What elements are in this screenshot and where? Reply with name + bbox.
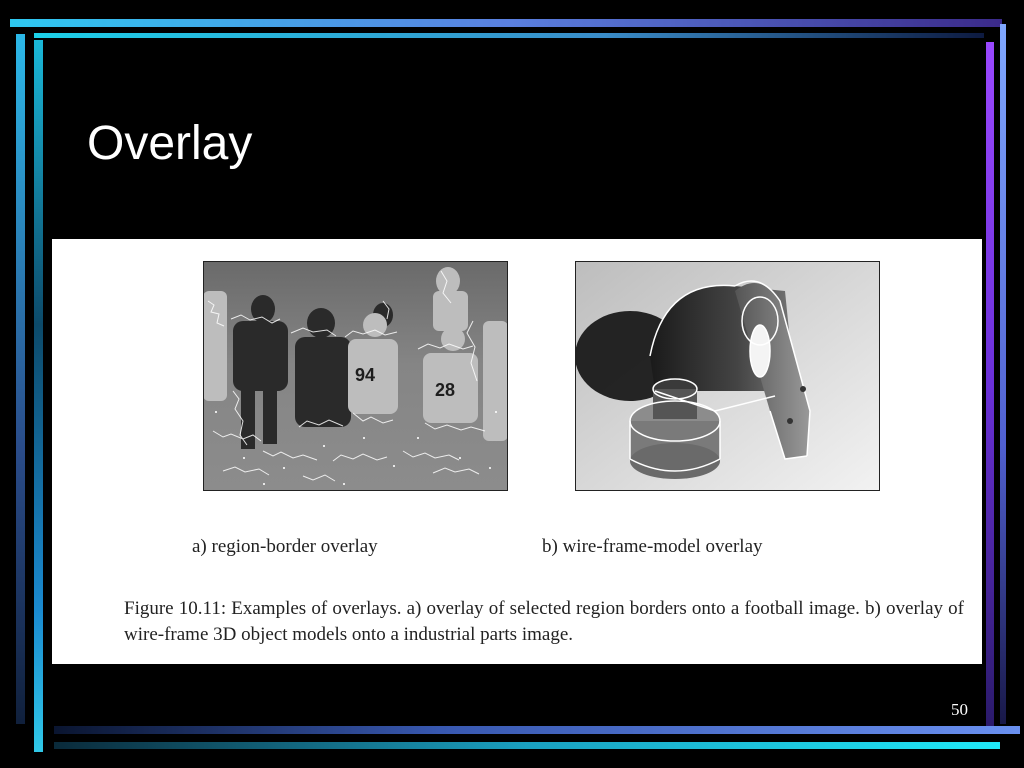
svg-text:94: 94 — [355, 365, 376, 385]
wire-frame-overlay-image — [575, 261, 880, 491]
figure-panel — [52, 239, 982, 664]
figure-caption: Figure 10.11: Examples of overlays. a) overlay of selected region borders onto a football image. b) overlay of wire-frame 3D object models onto a industrial parts image. — [124, 598, 964, 645]
top-frame-bar — [10, 19, 1002, 27]
bottom-frame-bar — [54, 726, 1020, 734]
left-frame-bar-inner — [34, 40, 43, 752]
left-frame-bar — [16, 34, 25, 724]
page-number: 50 — [951, 700, 968, 719]
bottom-frame-bar-outer — [54, 742, 1000, 749]
top-frame-bar-inner — [34, 33, 984, 38]
football-overlay-image — [203, 261, 508, 491]
right-frame-bar — [1000, 24, 1006, 724]
subcaption-wire-frame: b) wire-frame-model overlay — [542, 536, 763, 557]
slide-title: Overlay — [87, 117, 253, 170]
svg-text:28: 28 — [435, 380, 456, 400]
subcaption-region-border: a) region-border overlay — [192, 536, 378, 557]
right-frame-bar-inner — [986, 42, 994, 728]
